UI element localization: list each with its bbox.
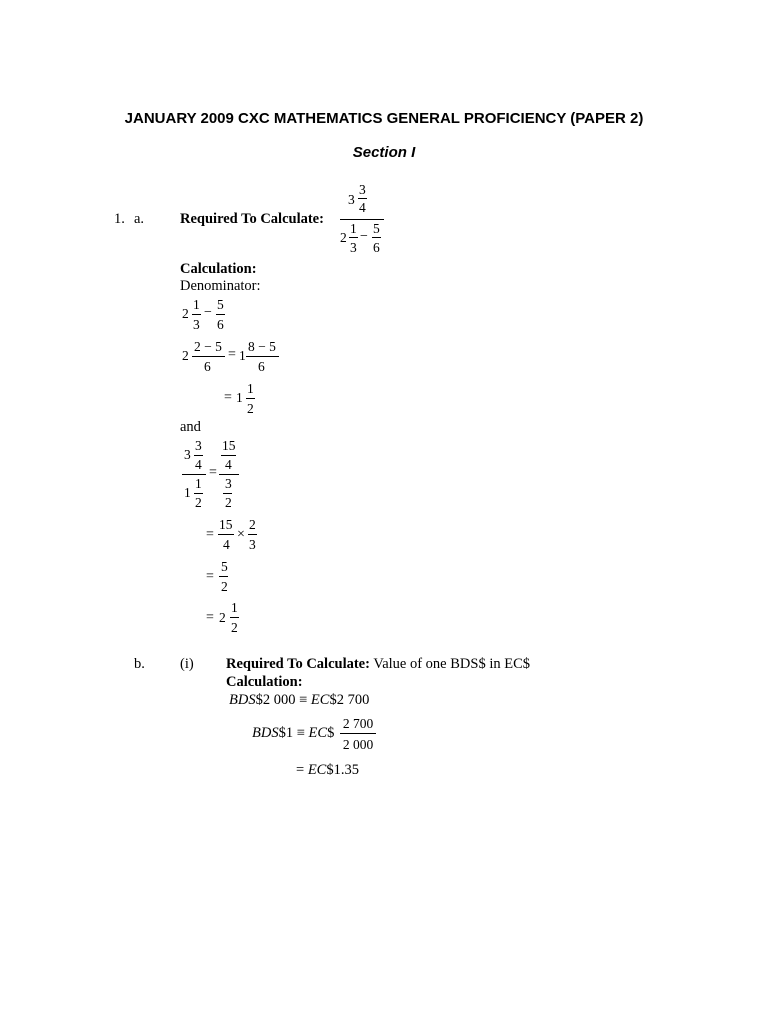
denominator-label: Denominator:	[180, 278, 261, 294]
and-label: and	[180, 419, 201, 435]
sub-part-i: (i)	[180, 656, 194, 672]
denominator-result: = 1 1 2	[224, 381, 254, 416]
denominator-step-2: 2 2 − 5 6 = 1 8 − 5 6	[182, 340, 282, 378]
simplified-step: = 5 2	[206, 559, 228, 594]
exchange-line-2: BDS$1 ≡ EC$ 2 700 2 000	[252, 714, 382, 754]
section-heading: Section I	[352, 144, 416, 161]
multiply-step: = 15 4 × 2 3	[206, 517, 256, 552]
exchange-result: = EC$1.35	[296, 762, 359, 778]
question-number: 1.	[114, 211, 125, 227]
denominator-expression: 2 1 3 − 5 6	[182, 297, 224, 332]
calculation-label: Calculation:	[180, 261, 257, 277]
question-complex-fraction: 3 3 4 2 1 3 − 5 6	[336, 182, 386, 260]
final-answer-a: = 2 1 2	[206, 600, 238, 635]
document-title: JANUARY 2009 CXC MATHEMATICS GENERAL PROFICIENCY (PAPER 2)	[124, 110, 644, 127]
division-setup: 3 3 4 1 1 2 = 15 4 3 2	[182, 438, 262, 512]
calculation-label-b: Calculation:	[226, 674, 303, 690]
exchange-line-1: BDS$2 000 ≡ EC$2 700	[229, 692, 370, 708]
rtc-label: Required To Calculate:	[180, 211, 324, 227]
rtc-b-line: Required To Calculate: Value of one BDS$ in EC$	[226, 656, 530, 672]
part-label-b: b.	[134, 656, 145, 672]
part-label-a: a.	[134, 211, 145, 227]
